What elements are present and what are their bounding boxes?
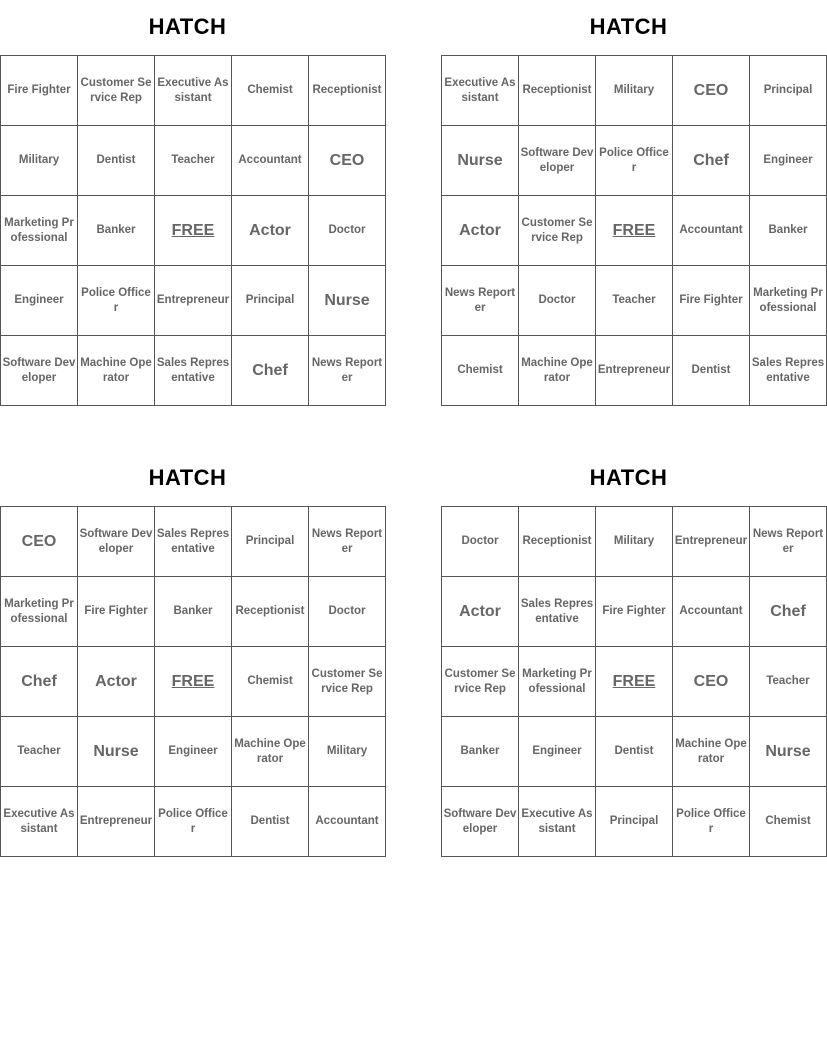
bingo-cell: Customer Service Rep [78, 56, 155, 126]
bingo-cell: Teacher [1, 717, 78, 787]
bingo-cell: Executive Assistant [1, 787, 78, 857]
bingo-grid [0, 55, 386, 406]
bingo-cell: Software Developer [442, 787, 519, 857]
bingo-cell: Engineer [1, 266, 78, 336]
bingo-cell: Banker [78, 196, 155, 266]
bingo-cell: Software Developer [519, 126, 596, 196]
bingo-cell: Sales Representative [155, 336, 232, 406]
bingo-cell: Military [596, 507, 673, 577]
bingo-cell: Accountant [673, 196, 750, 266]
bingo-cell: Teacher [155, 126, 232, 196]
grid-row [1, 787, 386, 857]
bingo-cell: News Reporter [309, 507, 386, 577]
bingo-cell: Doctor [442, 507, 519, 577]
bingo-cell: Military [1, 126, 78, 196]
bingo-grid [441, 506, 827, 857]
bingo-cell: Fire Fighter [596, 577, 673, 647]
bingo-cell: Accountant [309, 787, 386, 857]
grid-row [1, 196, 386, 266]
bingo-cell: Customer Service Rep [309, 647, 386, 717]
grid-row [1, 126, 386, 196]
bingo-cell: Principal [596, 787, 673, 857]
bingo-cell: Executive Assistant [442, 56, 519, 126]
bingo-cell: Receptionist [232, 577, 309, 647]
bingo-cell: Machine Operator [673, 717, 750, 787]
bingo-cell: Actor [232, 196, 309, 266]
bingo-cell: Sales Representative [750, 336, 827, 406]
bingo-cell: Receptionist [309, 56, 386, 126]
bingo-cell: Chemist [750, 787, 827, 857]
bingo-cell: Nurse [750, 717, 827, 787]
bingo-cell: Executive Assistant [519, 787, 596, 857]
bingo-cell: News Reporter [442, 266, 519, 336]
free-space-cell: FREE [155, 647, 232, 717]
bingo-cell: Sales Representative [519, 577, 596, 647]
bingo-cell: Military [309, 717, 386, 787]
bingo-cell: Principal [232, 507, 309, 577]
bingo-cell: Sales Representative [155, 507, 232, 577]
bingo-cell: Police Officer [78, 266, 155, 336]
grid-row [1, 647, 386, 717]
bingo-cell: Engineer [750, 126, 827, 196]
bingo-cell: Actor [442, 577, 519, 647]
free-space-cell: FREE [596, 647, 673, 717]
bingo-cell: Engineer [155, 717, 232, 787]
bingo-cell: Police Officer [155, 787, 232, 857]
bingo-cell: Doctor [519, 266, 596, 336]
bingo-cell: Principal [750, 56, 827, 126]
bingo-cell: Doctor [309, 577, 386, 647]
grid-row [1, 577, 386, 647]
bingo-cell: Nurse [309, 266, 386, 336]
bingo-cell: Engineer [519, 717, 596, 787]
bingo-cell: Actor [442, 196, 519, 266]
bingo-cell: Chemist [232, 647, 309, 717]
bingo-grid [0, 506, 386, 857]
bingo-cell: Marketing Professional [1, 577, 78, 647]
grid-row [442, 717, 827, 787]
bingo-cell: Chemist [232, 56, 309, 126]
grid-row [1, 507, 386, 577]
card-title: HATCH [589, 14, 668, 39]
bingo-cell: Marketing Professional [750, 266, 827, 336]
bingo-cell: Machine Operator [232, 717, 309, 787]
bingo-cell: CEO [673, 647, 750, 717]
bingo-cell: Dentist [673, 336, 750, 406]
bingo-cell: CEO [673, 56, 750, 126]
grid-row [1, 717, 386, 787]
bingo-cell: Software Developer [78, 507, 155, 577]
bingo-cell: Accountant [232, 126, 309, 196]
bingo-cell: Dentist [78, 126, 155, 196]
bingo-cell: Banker [750, 196, 827, 266]
bingo-cell: Entrepreneur [155, 266, 232, 336]
grid-row [1, 336, 386, 406]
bingo-cell: Fire Fighter [1, 56, 78, 126]
bingo-cell: Software Developer [1, 336, 78, 406]
bingo-cell: Fire Fighter [78, 577, 155, 647]
bingo-cell: Fire Fighter [673, 266, 750, 336]
bingo-cell: Teacher [750, 647, 827, 717]
bingo-cell: Actor [78, 647, 155, 717]
bingo-cell: Principal [232, 266, 309, 336]
grid-row [442, 507, 827, 577]
free-space-cell: FREE [596, 196, 673, 266]
bingo-cell: Banker [155, 577, 232, 647]
bingo-cell: Marketing Professional [519, 647, 596, 717]
bingo-cell: Chef [750, 577, 827, 647]
bingo-cell: Chef [673, 126, 750, 196]
grid-row [442, 577, 827, 647]
bingo-cell: Customer Service Rep [519, 196, 596, 266]
bingo-cell: Entrepreneur [596, 336, 673, 406]
bingo-cell: Receptionist [519, 507, 596, 577]
grid-row [442, 787, 827, 857]
grid-row [442, 647, 827, 717]
grid-row [442, 336, 827, 406]
bingo-cell: Machine Operator [519, 336, 596, 406]
bingo-cell: Banker [442, 717, 519, 787]
bingo-grid [441, 55, 827, 406]
bingo-cell: Nurse [442, 126, 519, 196]
card-title: HATCH [589, 465, 668, 490]
bingo-cell: News Reporter [750, 507, 827, 577]
bingo-cell: Receptionist [519, 56, 596, 126]
bingo-cell: Police Officer [673, 787, 750, 857]
bingo-cell: Dentist [232, 787, 309, 857]
bingo-cell: Police Officer [596, 126, 673, 196]
bingo-cell: Customer Service Rep [442, 647, 519, 717]
bingo-cell: Teacher [596, 266, 673, 336]
bingo-cell: Entrepreneur [78, 787, 155, 857]
grid-row [1, 56, 386, 126]
bingo-cell: Dentist [596, 717, 673, 787]
grid-row [442, 126, 827, 196]
bingo-cell: CEO [1, 507, 78, 577]
bingo-cell: CEO [309, 126, 386, 196]
bingo-cell: Chemist [442, 336, 519, 406]
bingo-cell: Chef [232, 336, 309, 406]
bingo-cell: Nurse [78, 717, 155, 787]
grid-row [1, 266, 386, 336]
bingo-cell: Chef [1, 647, 78, 717]
card-title: HATCH [148, 14, 227, 39]
grid-row [442, 56, 827, 126]
bingo-cell: Executive Assistant [155, 56, 232, 126]
grid-row [442, 266, 827, 336]
bingo-cell: Machine Operator [78, 336, 155, 406]
bingo-cell: Entrepreneur [673, 507, 750, 577]
bingo-cell: Military [596, 56, 673, 126]
bingo-cell: Marketing Professional [1, 196, 78, 266]
bingo-cell: News Reporter [309, 336, 386, 406]
bingo-cell: Doctor [309, 196, 386, 266]
free-space-cell: FREE [155, 196, 232, 266]
bingo-cell: Accountant [673, 577, 750, 647]
grid-row [442, 196, 827, 266]
card-title: HATCH [148, 465, 227, 490]
